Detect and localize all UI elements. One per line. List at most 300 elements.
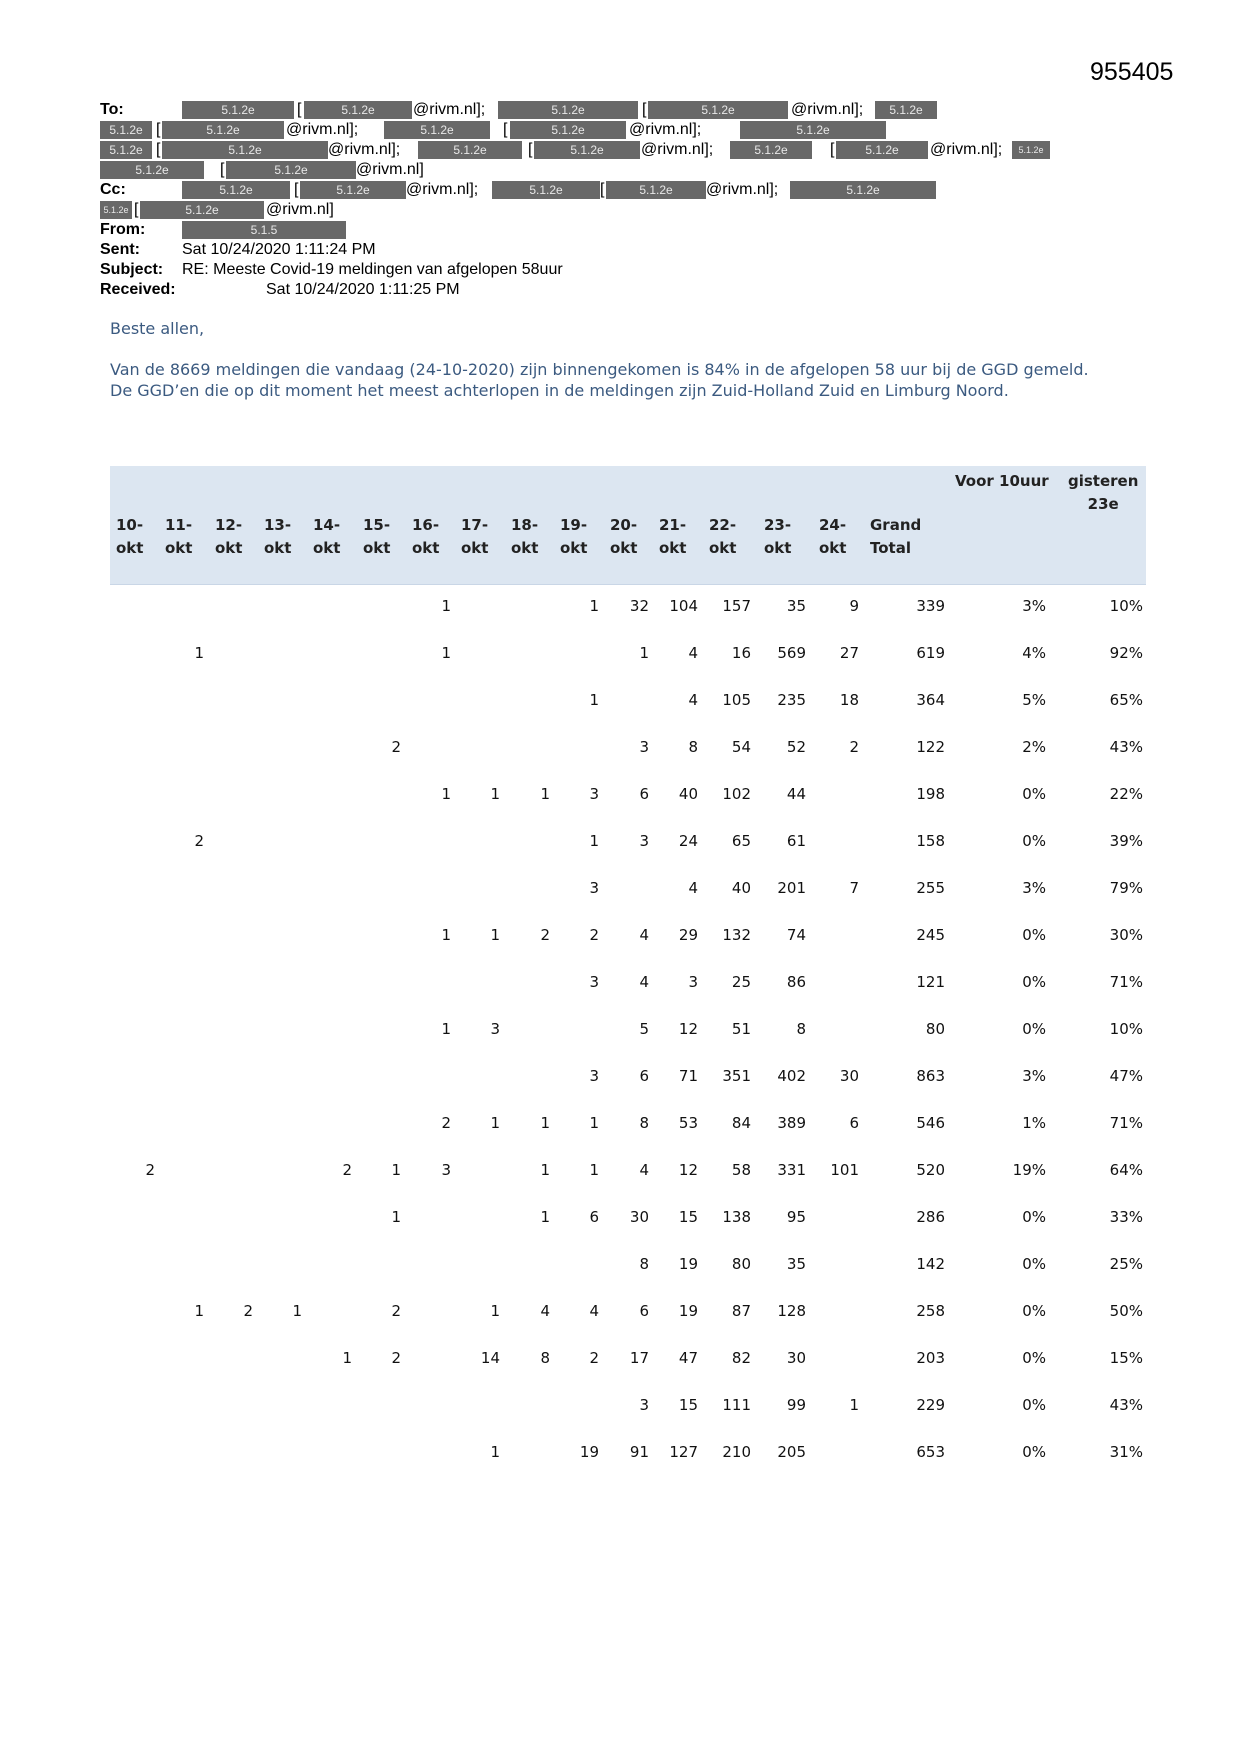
redacted-name: 5.1.2e (418, 141, 522, 159)
to-line-4 (100, 160, 1100, 180)
table-cell: 619 (916, 644, 945, 662)
table-cell: 205 (777, 1443, 806, 1461)
table-cell: 1 (589, 597, 599, 615)
table-cell: 6 (639, 1302, 649, 1320)
table-cell: 122 (916, 738, 945, 756)
header-day-2 (215, 514, 242, 560)
table-cell: 5 (639, 1020, 649, 1038)
table-cell: 1 (490, 785, 500, 803)
cc-label: Cc: (100, 181, 126, 198)
table-row (110, 632, 1146, 679)
received-label: Received: (100, 281, 176, 298)
table-cell: 1 (589, 1161, 599, 1179)
table-cell: 142 (916, 1255, 945, 1273)
table-row (110, 1290, 1146, 1337)
redacted-name: 5.1.2e (384, 121, 490, 139)
table-cell: 2 (243, 1302, 253, 1320)
table-cell: 47 (678, 1349, 698, 1367)
table-cell: 1 (292, 1302, 302, 1320)
table-cell: 3 (490, 1020, 500, 1038)
table-cell: 30 (629, 1208, 649, 1226)
header-day-6 (412, 514, 439, 560)
table-row (110, 1149, 1146, 1196)
table-row (110, 1196, 1146, 1243)
table-cell: 43% (1109, 1396, 1143, 1414)
table-cell: 15% (1109, 1349, 1143, 1367)
table-cell: 10% (1109, 1020, 1143, 1038)
table-row (110, 1431, 1146, 1478)
table-cell: 101 (830, 1161, 859, 1179)
header-day-number: 19- (560, 516, 588, 534)
table-cell: 19% (1012, 1161, 1046, 1179)
table-cell: 3% (1022, 1067, 1046, 1085)
table-row (110, 914, 1146, 961)
table-cell: 80 (731, 1255, 751, 1273)
gisteren-top: gisteren (1068, 472, 1139, 490)
redacted-name: 5.1.2e (100, 141, 152, 159)
header-day-number: 21- (659, 516, 687, 534)
table-cell: 5% (1022, 691, 1046, 709)
table-cell: 3 (639, 738, 649, 756)
table-cell: 30 (839, 1067, 859, 1085)
table-cell: 364 (916, 691, 945, 709)
table-cell: 6 (639, 1067, 649, 1085)
table-row (110, 1384, 1146, 1431)
table-cell: 19 (678, 1255, 698, 1273)
redacted-name: 5.1.2e (100, 161, 204, 179)
redacted-name: 5.1.2e (100, 201, 132, 219)
header-day-suffix: okt (165, 539, 193, 557)
cc-line-2 (100, 200, 1100, 220)
header-day-0 (116, 514, 143, 560)
table-cell: 51 (731, 1020, 751, 1038)
table-cell: 86 (786, 973, 806, 991)
table-cell: 1 (441, 926, 451, 944)
table-cell: 863 (916, 1067, 945, 1085)
header-day-suffix: okt (412, 539, 440, 557)
header-grand-total (870, 514, 921, 560)
table-cell: 30 (786, 1349, 806, 1367)
table-cell: 24 (678, 832, 698, 850)
table-cell: 71% (1109, 973, 1143, 991)
header-gisteren (1068, 470, 1138, 516)
table-cell: 91 (629, 1443, 649, 1461)
message-body (110, 318, 1140, 401)
table-cell: 127 (669, 1443, 698, 1461)
header-day-8 (511, 514, 538, 560)
header-day-10 (610, 514, 637, 560)
table-cell: 2 (540, 926, 550, 944)
header-day-suffix: okt (819, 539, 847, 557)
table-cell: 2 (589, 926, 599, 944)
table-cell: 546 (916, 1114, 945, 1132)
table-cell: 99 (786, 1396, 806, 1414)
sent-value: Sat 10/24/2020 1:11:24 PM (182, 241, 376, 258)
table-cell: 104 (669, 597, 698, 615)
redacted-email: 5.1.2e (534, 141, 640, 159)
table-row (110, 726, 1146, 773)
table-cell: 111 (722, 1396, 751, 1414)
table-cell: 1 (194, 1302, 204, 1320)
subject-label: Subject: (100, 261, 164, 278)
table-cell: 3 (589, 973, 599, 991)
table-cell: 8 (540, 1349, 550, 1367)
table-cell: 0% (1022, 785, 1046, 803)
bracket: [ (220, 161, 225, 178)
document-number: 955405 (1090, 58, 1174, 86)
redacted-email: 5.1.2e (836, 141, 928, 159)
table-cell: 402 (777, 1067, 806, 1085)
table-cell: 1 (849, 1396, 859, 1414)
email-domain: @rivm.nl]; (286, 121, 359, 138)
table-row (110, 1055, 1146, 1102)
table-cell: 3 (589, 785, 599, 803)
email-domain: @rivm.nl]; (328, 141, 401, 158)
table-cell: 0% (1022, 1396, 1046, 1414)
received-value: Sat 10/24/2020 1:11:25 PM (266, 281, 460, 298)
table-cell: 2 (849, 738, 859, 756)
table-cell: 40 (731, 879, 751, 897)
table-cell: 245 (916, 926, 945, 944)
table-cell: 22% (1109, 785, 1143, 803)
table-row (110, 1243, 1146, 1290)
table-cell: 31% (1109, 1443, 1143, 1461)
redacted-name: 5.1.2e (1012, 141, 1050, 159)
header-day-number: 11- (165, 516, 193, 534)
table-cell: 1 (391, 1208, 401, 1226)
email-domain: @rivm.nl]; (706, 181, 779, 198)
header-day-11 (659, 514, 686, 560)
email-domain: @rivm.nl] (356, 161, 424, 178)
bracket: [ (156, 121, 161, 138)
table-cell: 2% (1022, 738, 1046, 756)
header-day-suffix: okt (264, 539, 292, 557)
to-line-2 (100, 120, 1100, 140)
table-cell: 29 (678, 926, 698, 944)
table-cell: 2 (145, 1161, 155, 1179)
table-cell: 4 (639, 1161, 649, 1179)
header-day-number: 17- (461, 516, 489, 534)
table-row (110, 679, 1146, 726)
table-cell: 121 (916, 973, 945, 991)
table-cell: 18 (839, 691, 859, 709)
table-cell: 4 (639, 926, 649, 944)
table-cell: 6 (849, 1114, 859, 1132)
redacted-name: 5.1.2e (875, 101, 937, 119)
header-day-7 (461, 514, 488, 560)
header-day-3 (264, 514, 291, 560)
table-cell: 331 (777, 1161, 806, 1179)
table-cell: 35 (786, 597, 806, 615)
table-cell: 9 (849, 597, 859, 615)
message-line-2: De GGD’en die op dit moment het meest achterlopen in de meldingen zijn Zuid-Holland Zuid en Limburg Noord. (110, 381, 1009, 400)
table-cell: 54 (731, 738, 751, 756)
table-cell: 95 (786, 1208, 806, 1226)
table-cell: 1 (342, 1349, 352, 1367)
table-cell: 229 (916, 1396, 945, 1414)
header-day-number: 15- (363, 516, 391, 534)
redacted-name: 5.1.2e (498, 101, 638, 119)
table-cell: 203 (916, 1349, 945, 1367)
redacted-email: 5.1.2e (304, 101, 412, 119)
table-cell: 105 (722, 691, 751, 709)
table-row (110, 820, 1146, 867)
table-cell: 6 (589, 1208, 599, 1226)
table-cell: 0% (1022, 1208, 1046, 1226)
header-day-number: 23- (764, 516, 792, 534)
table-cell: 1 (490, 926, 500, 944)
to-label: To: (100, 101, 124, 118)
table-cell: 25 (731, 973, 751, 991)
table-cell: 2 (194, 832, 204, 850)
bracket: [ (156, 141, 161, 158)
redacted-name: 5.1.2e (790, 181, 936, 199)
table-cell: 8 (688, 738, 698, 756)
greeting: Beste allen, (110, 319, 205, 338)
table-cell: 138 (722, 1208, 751, 1226)
table-cell: 4 (639, 973, 649, 991)
email-domain: @rivm.nl] (266, 201, 334, 218)
table-cell: 4 (589, 1302, 599, 1320)
table-cell: 1 (490, 1443, 500, 1461)
table-cell: 1 (540, 1114, 550, 1132)
grand-total-top: Grand (870, 516, 922, 534)
table-row (110, 867, 1146, 914)
table-cell: 1 (639, 644, 649, 662)
header-day-suffix: okt (116, 539, 144, 557)
table-cell: 44 (786, 785, 806, 803)
table-cell: 520 (916, 1161, 945, 1179)
table-cell: 3 (688, 973, 698, 991)
table-cell: 1 (441, 597, 451, 615)
table-cell: 80 (925, 1020, 945, 1038)
table-cell: 47% (1109, 1067, 1143, 1085)
header-day-14 (819, 514, 846, 560)
redacted-name: 5.1.2e (730, 141, 812, 159)
redacted-email: 5.1.2e (510, 121, 626, 139)
table-cell: 3 (589, 879, 599, 897)
header-day-suffix: okt (560, 539, 588, 557)
table-cell: 235 (777, 691, 806, 709)
table-cell: 1 (194, 644, 204, 662)
email-domain: @rivm.nl]; (406, 181, 479, 198)
table-cell: 0% (1022, 1302, 1046, 1320)
header-day-number: 20- (610, 516, 638, 534)
table-cell: 2 (391, 738, 401, 756)
header-day-suffix: okt (363, 539, 391, 557)
header-day-suffix: okt (659, 539, 687, 557)
table-cell: 1 (441, 1020, 451, 1038)
table-cell: 2 (342, 1161, 352, 1179)
table-cell: 4 (688, 644, 698, 662)
table-cell: 1 (540, 1208, 550, 1226)
header-day-suffix: okt (215, 539, 243, 557)
redacted-name: 5.1.2e (182, 181, 290, 199)
table-cell: 157 (722, 597, 751, 615)
table-cell: 35 (786, 1255, 806, 1273)
table-cell: 2 (391, 1349, 401, 1367)
header-day-suffix: okt (764, 539, 792, 557)
table-cell: 52 (786, 738, 806, 756)
message-line-1: Van de 8669 meldingen die vandaag (24-10-2020) zijn binnengekomen is 84% in de afgelopen 58 uur bij de GGD gemeld. (110, 360, 1089, 379)
table-cell: 389 (777, 1114, 806, 1132)
header-day-number: 24- (819, 516, 847, 534)
table-cell: 39% (1109, 832, 1143, 850)
header-day-number: 10- (116, 516, 144, 534)
sent-line (100, 240, 1100, 260)
table-cell: 92% (1109, 644, 1143, 662)
table-cell: 1 (589, 1114, 599, 1132)
email-domain: @rivm.nl]; (641, 141, 714, 158)
table-row (110, 773, 1146, 820)
table-cell: 0% (1022, 926, 1046, 944)
header-day-number: 13- (264, 516, 292, 534)
header-day-number: 16- (412, 516, 440, 534)
header-voor-10uur: Voor 10uur (955, 472, 1049, 490)
table-cell: 1 (391, 1161, 401, 1179)
cc-line-1 (100, 180, 1100, 200)
table-cell: 30% (1109, 926, 1143, 944)
table-cell: 2 (391, 1302, 401, 1320)
redacted-name: 5.1.2e (492, 181, 600, 199)
redacted-email: 5.1.2e (300, 181, 406, 199)
table-cell: 0% (1022, 832, 1046, 850)
table-cell: 79% (1109, 879, 1143, 897)
redacted-email: 5.1.2e (162, 141, 328, 159)
table-cell: 3 (589, 1067, 599, 1085)
table-cell: 4 (688, 879, 698, 897)
table-cell: 132 (722, 926, 751, 944)
redacted-name: 5.1.2e (182, 101, 294, 119)
table-cell: 15 (678, 1208, 698, 1226)
bracket: [ (297, 101, 302, 118)
bracket: [ (830, 141, 835, 158)
bracket: [ (503, 121, 508, 138)
table-cell: 286 (916, 1208, 945, 1226)
subject-line (100, 260, 1100, 280)
table-cell: 6 (639, 785, 649, 803)
table-cell: 339 (916, 597, 945, 615)
bracket: [ (600, 181, 605, 198)
table-cell: 102 (722, 785, 751, 803)
table-cell: 128 (777, 1302, 806, 1320)
table-cell: 351 (722, 1067, 751, 1085)
received-line (100, 280, 1100, 300)
table-cell: 16 (731, 644, 751, 662)
table-cell: 74 (786, 926, 806, 944)
table-cell: 53 (678, 1114, 698, 1132)
redacted-email: 5.1.2e (226, 161, 356, 179)
bracket: [ (642, 101, 647, 118)
table-cell: 58 (731, 1161, 751, 1179)
header-day-number: 22- (709, 516, 737, 534)
table-cell: 7 (849, 879, 859, 897)
table-cell: 8 (796, 1020, 806, 1038)
table-cell: 4 (540, 1302, 550, 1320)
table-cell: 198 (916, 785, 945, 803)
table-cell: 33% (1109, 1208, 1143, 1226)
redacted-email: 5.1.2e (606, 181, 706, 199)
meldingen-table (110, 466, 1146, 1478)
bracket: [ (528, 141, 533, 158)
from-line (100, 220, 1100, 240)
table-cell: 1 (490, 1302, 500, 1320)
table-cell: 653 (916, 1443, 945, 1461)
grand-total-bottom: Total (870, 539, 911, 557)
table-cell: 40 (678, 785, 698, 803)
table-cell: 82 (731, 1349, 751, 1367)
header-day-suffix: okt (313, 539, 341, 557)
table-cell: 25% (1109, 1255, 1143, 1273)
table-cell: 201 (777, 879, 806, 897)
from-label: From: (100, 221, 146, 238)
subject-value: RE: Meeste Covid-19 meldingen van afgelopen 58uur (182, 261, 563, 278)
table-cell: 65 (731, 832, 751, 850)
email-domain: @rivm.nl]; (791, 101, 864, 118)
header-day-suffix: okt (709, 539, 737, 557)
table-cell: 258 (916, 1302, 945, 1320)
table-cell: 0% (1022, 1443, 1046, 1461)
redacted-name: 5.1.2e (100, 121, 152, 139)
table-cell: 71% (1109, 1114, 1143, 1132)
table-row (110, 961, 1146, 1008)
table-cell: 15 (678, 1396, 698, 1414)
header-day-1 (165, 514, 192, 560)
table-cell: 65% (1109, 691, 1143, 709)
header-day-number: 14- (313, 516, 341, 534)
redacted-name: 5.1.2e (740, 121, 886, 139)
bracket: [ (134, 201, 139, 218)
email-domain: @rivm.nl]; (413, 101, 486, 118)
table-cell: 1 (490, 1114, 500, 1132)
header-day-13 (764, 514, 791, 560)
table-cell: 4% (1022, 644, 1046, 662)
table-cell: 14 (480, 1349, 500, 1367)
table-cell: 2 (441, 1114, 451, 1132)
table-row (110, 1337, 1146, 1384)
table-cell: 569 (777, 644, 806, 662)
table-cell: 2 (589, 1349, 599, 1367)
table-cell: 1 (540, 1161, 550, 1179)
table-cell: 1% (1022, 1114, 1046, 1132)
table-cell: 0% (1022, 1255, 1046, 1273)
table-cell: 3% (1022, 597, 1046, 615)
table-cell: 0% (1022, 1349, 1046, 1367)
table-cell: 19 (678, 1302, 698, 1320)
table-cell: 1 (441, 644, 451, 662)
table-cell: 32 (629, 597, 649, 615)
table-cell: 0% (1022, 973, 1046, 991)
table-cell: 50% (1109, 1302, 1143, 1320)
table-cell: 3 (639, 832, 649, 850)
table-cell: 8 (639, 1114, 649, 1132)
table-cell: 84 (731, 1114, 751, 1132)
table-cell: 12 (678, 1161, 698, 1179)
redacted-sender: 5.1.5 (182, 221, 346, 239)
table-cell: 255 (916, 879, 945, 897)
redacted-email: 5.1.2e (162, 121, 284, 139)
gisteren-bottom: 23e (1087, 495, 1119, 513)
table-cell: 71 (678, 1067, 698, 1085)
header-day-number: 12- (215, 516, 243, 534)
bracket: [ (294, 181, 299, 198)
table-cell: 61 (786, 832, 806, 850)
table-cell: 1 (589, 691, 599, 709)
table-row (110, 1102, 1146, 1149)
table-header (110, 466, 1146, 585)
redacted-email: 5.1.2e (648, 101, 788, 119)
table-cell: 158 (916, 832, 945, 850)
